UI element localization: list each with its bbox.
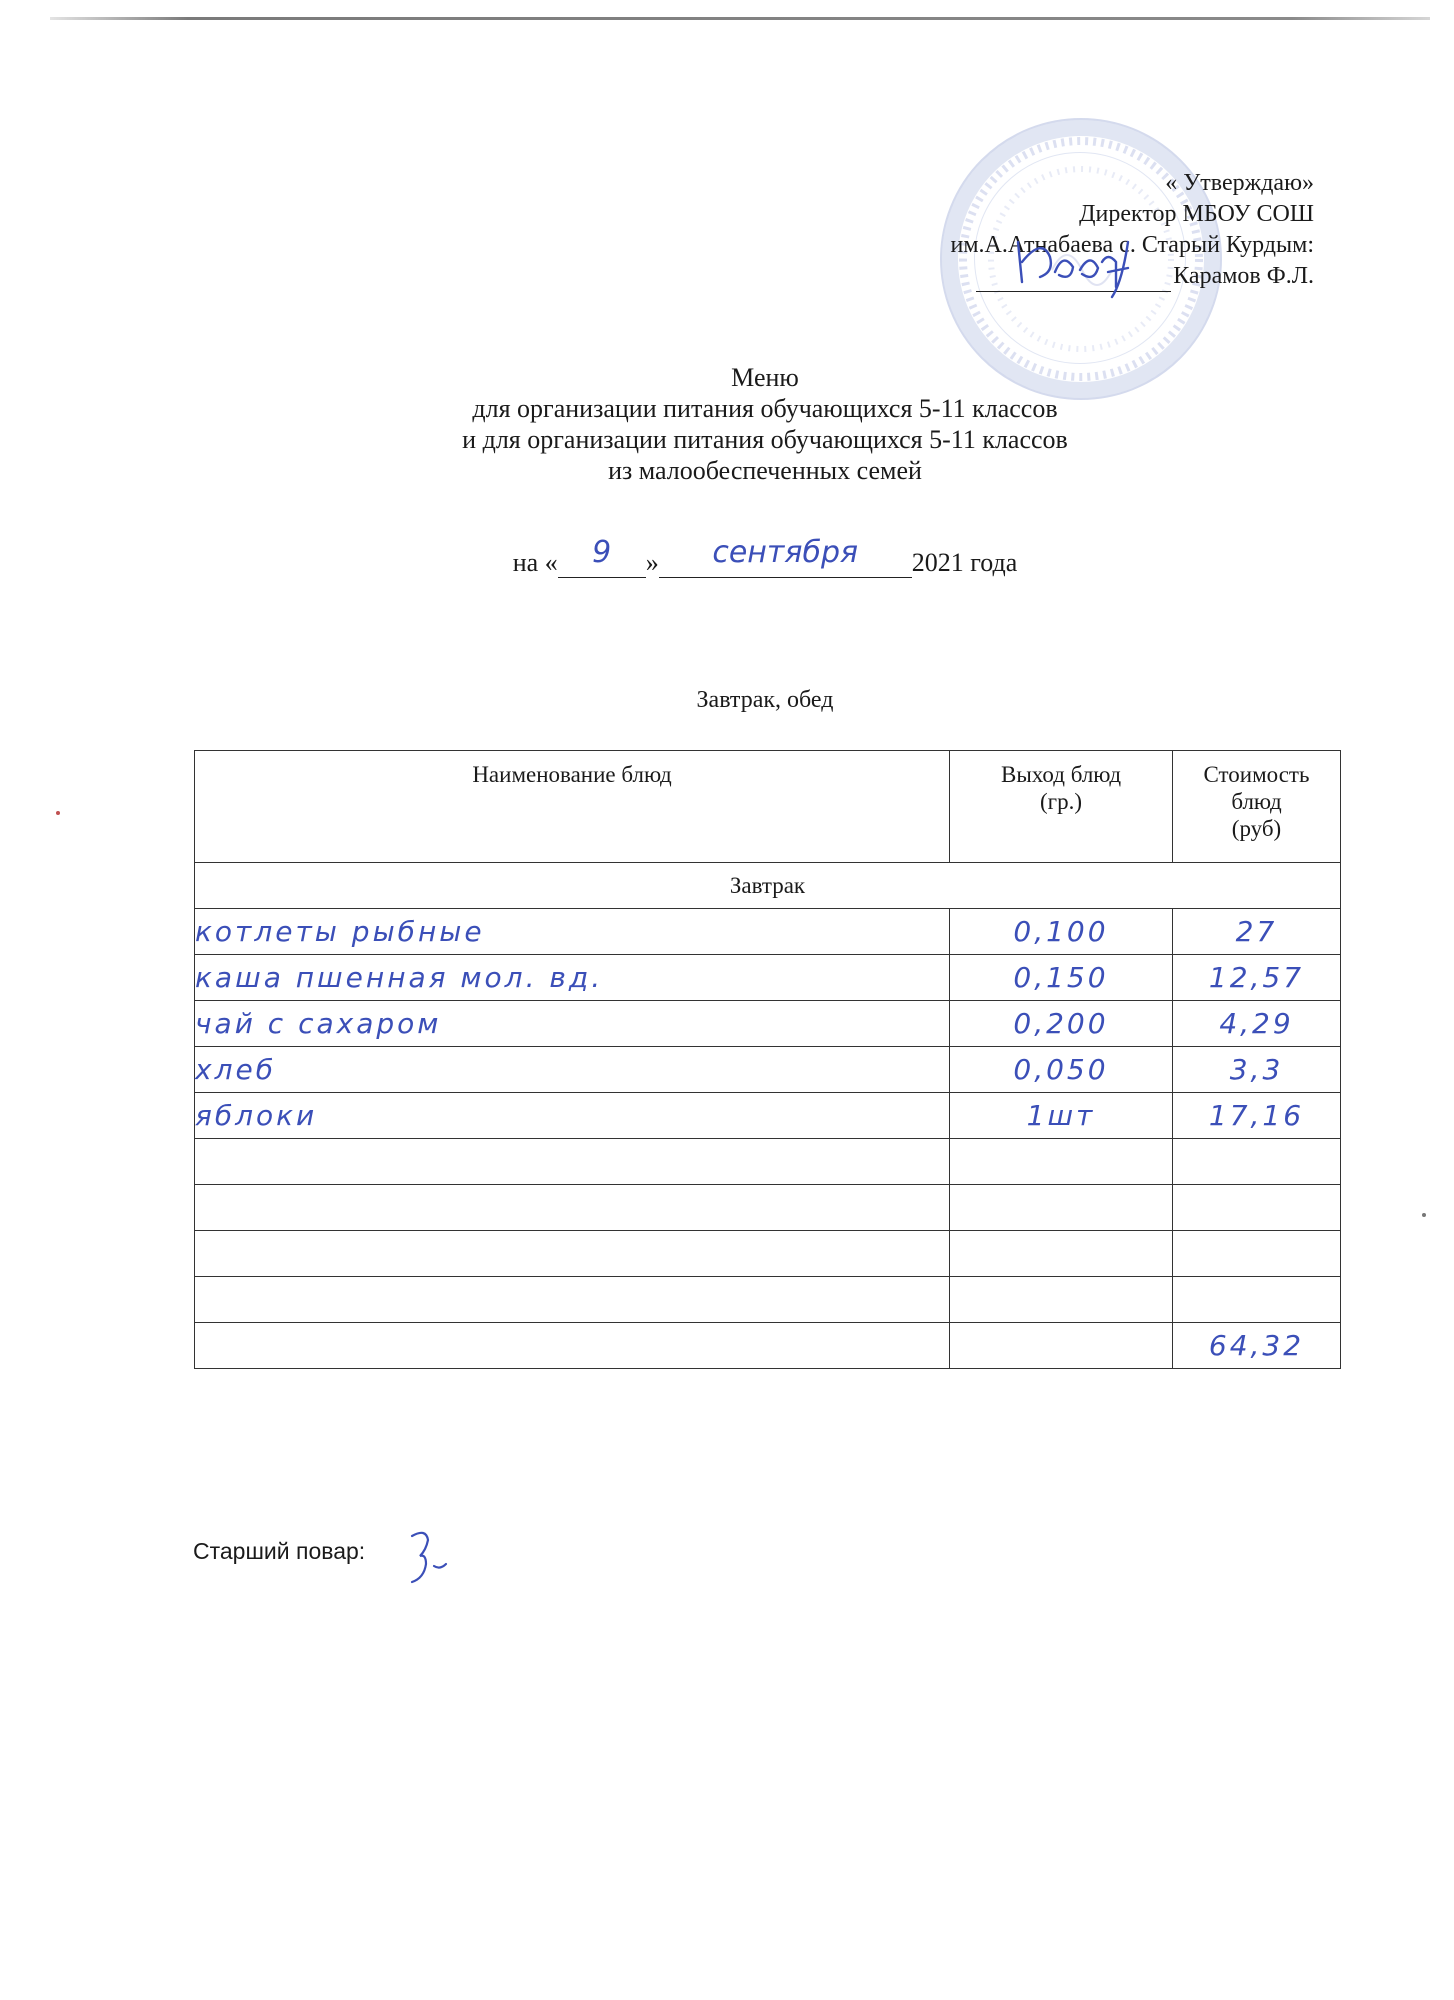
section-breakfast: Завтрак [195,863,1341,909]
title-line-3: и для организации питания обучающихся 5-11 классов [462,425,1068,454]
date-month-field [659,535,912,578]
dish-yield: 0,150 [1013,961,1109,994]
header-cost-line-2: блюд [1231,789,1282,814]
director-signature-icon [1010,232,1150,312]
dish-yield: 0,200 [1013,1007,1109,1040]
table-row [195,955,1341,1001]
document-title [0,362,1454,486]
header-yield-line-1: Выход блюд [1000,762,1122,787]
approval-heading: « Утверждаю» [1165,170,1314,196]
date-month: сентября [712,535,859,570]
dish-name: хлеб [195,1053,276,1086]
table-header-row [195,751,1341,863]
dish-cost: 4,29 [1219,1007,1294,1040]
dish-yield: 1шт [1026,1099,1096,1132]
header-cost-line-3: (руб) [1231,816,1282,841]
dish-name: каша пшенная мол. вд. [195,961,604,994]
title-main: Меню [731,363,799,392]
approval-school: им.А.Атнабаева с. Старый Курдым: [950,232,1314,258]
dish-name: котлеты рыбные [195,915,485,948]
table-row [195,1231,1341,1277]
total-cost: 64,32 [1208,1329,1305,1362]
dish-cost: 27 [1235,915,1278,948]
dish-cost: 3,3 [1229,1053,1284,1086]
header-yield [950,751,1173,863]
chef-signature-icon [398,1522,458,1592]
chef-label: Старший повар: [193,1538,366,1564]
date-day-field [558,535,646,578]
title-line-4: из малообеспеченных семей [608,456,922,485]
table-row [195,1093,1341,1139]
dish-name: яблоки [195,1099,318,1132]
dish-name: чай с сахаром [195,1007,442,1040]
header-cost-line-1: Стоимость [1203,762,1310,787]
header-cost [1173,751,1341,863]
section-row [195,863,1341,909]
table-row [195,1277,1341,1323]
approval-signer: Карамов Ф.Л. [1173,263,1314,289]
menu-date [0,535,1454,578]
dish-yield: 0,050 [1013,1053,1109,1086]
meal-caption: Завтрак, обед [696,687,834,713]
scan-speck [56,811,60,815]
dish-yield: 0,100 [1013,915,1109,948]
header-yield-line-2: (гр.) [1039,789,1082,814]
date-suffix: 2021 года [911,548,1018,577]
table-row [195,1185,1341,1231]
date-prefix: на « [512,548,558,577]
dish-cost: 12,57 [1208,961,1305,994]
table-row [195,1139,1341,1185]
scan-speck [1422,1213,1426,1217]
date-middle: » [645,548,659,577]
table-row [195,1047,1341,1093]
title-line-2: для организации питания обучающихся 5-11 классов [472,394,1058,423]
approval-position: Директор МБОУ СОШ [1079,201,1314,227]
total-row [195,1323,1341,1369]
header-dish-name-text: Наименование блюд [472,762,672,787]
dish-cost: 17,16 [1208,1099,1305,1132]
menu-table [194,750,1341,1369]
scan-edge-line [50,17,1430,20]
header-dish-name [195,751,950,863]
table-row [195,909,1341,955]
table-row [195,1001,1341,1047]
date-day: 9 [592,535,612,570]
